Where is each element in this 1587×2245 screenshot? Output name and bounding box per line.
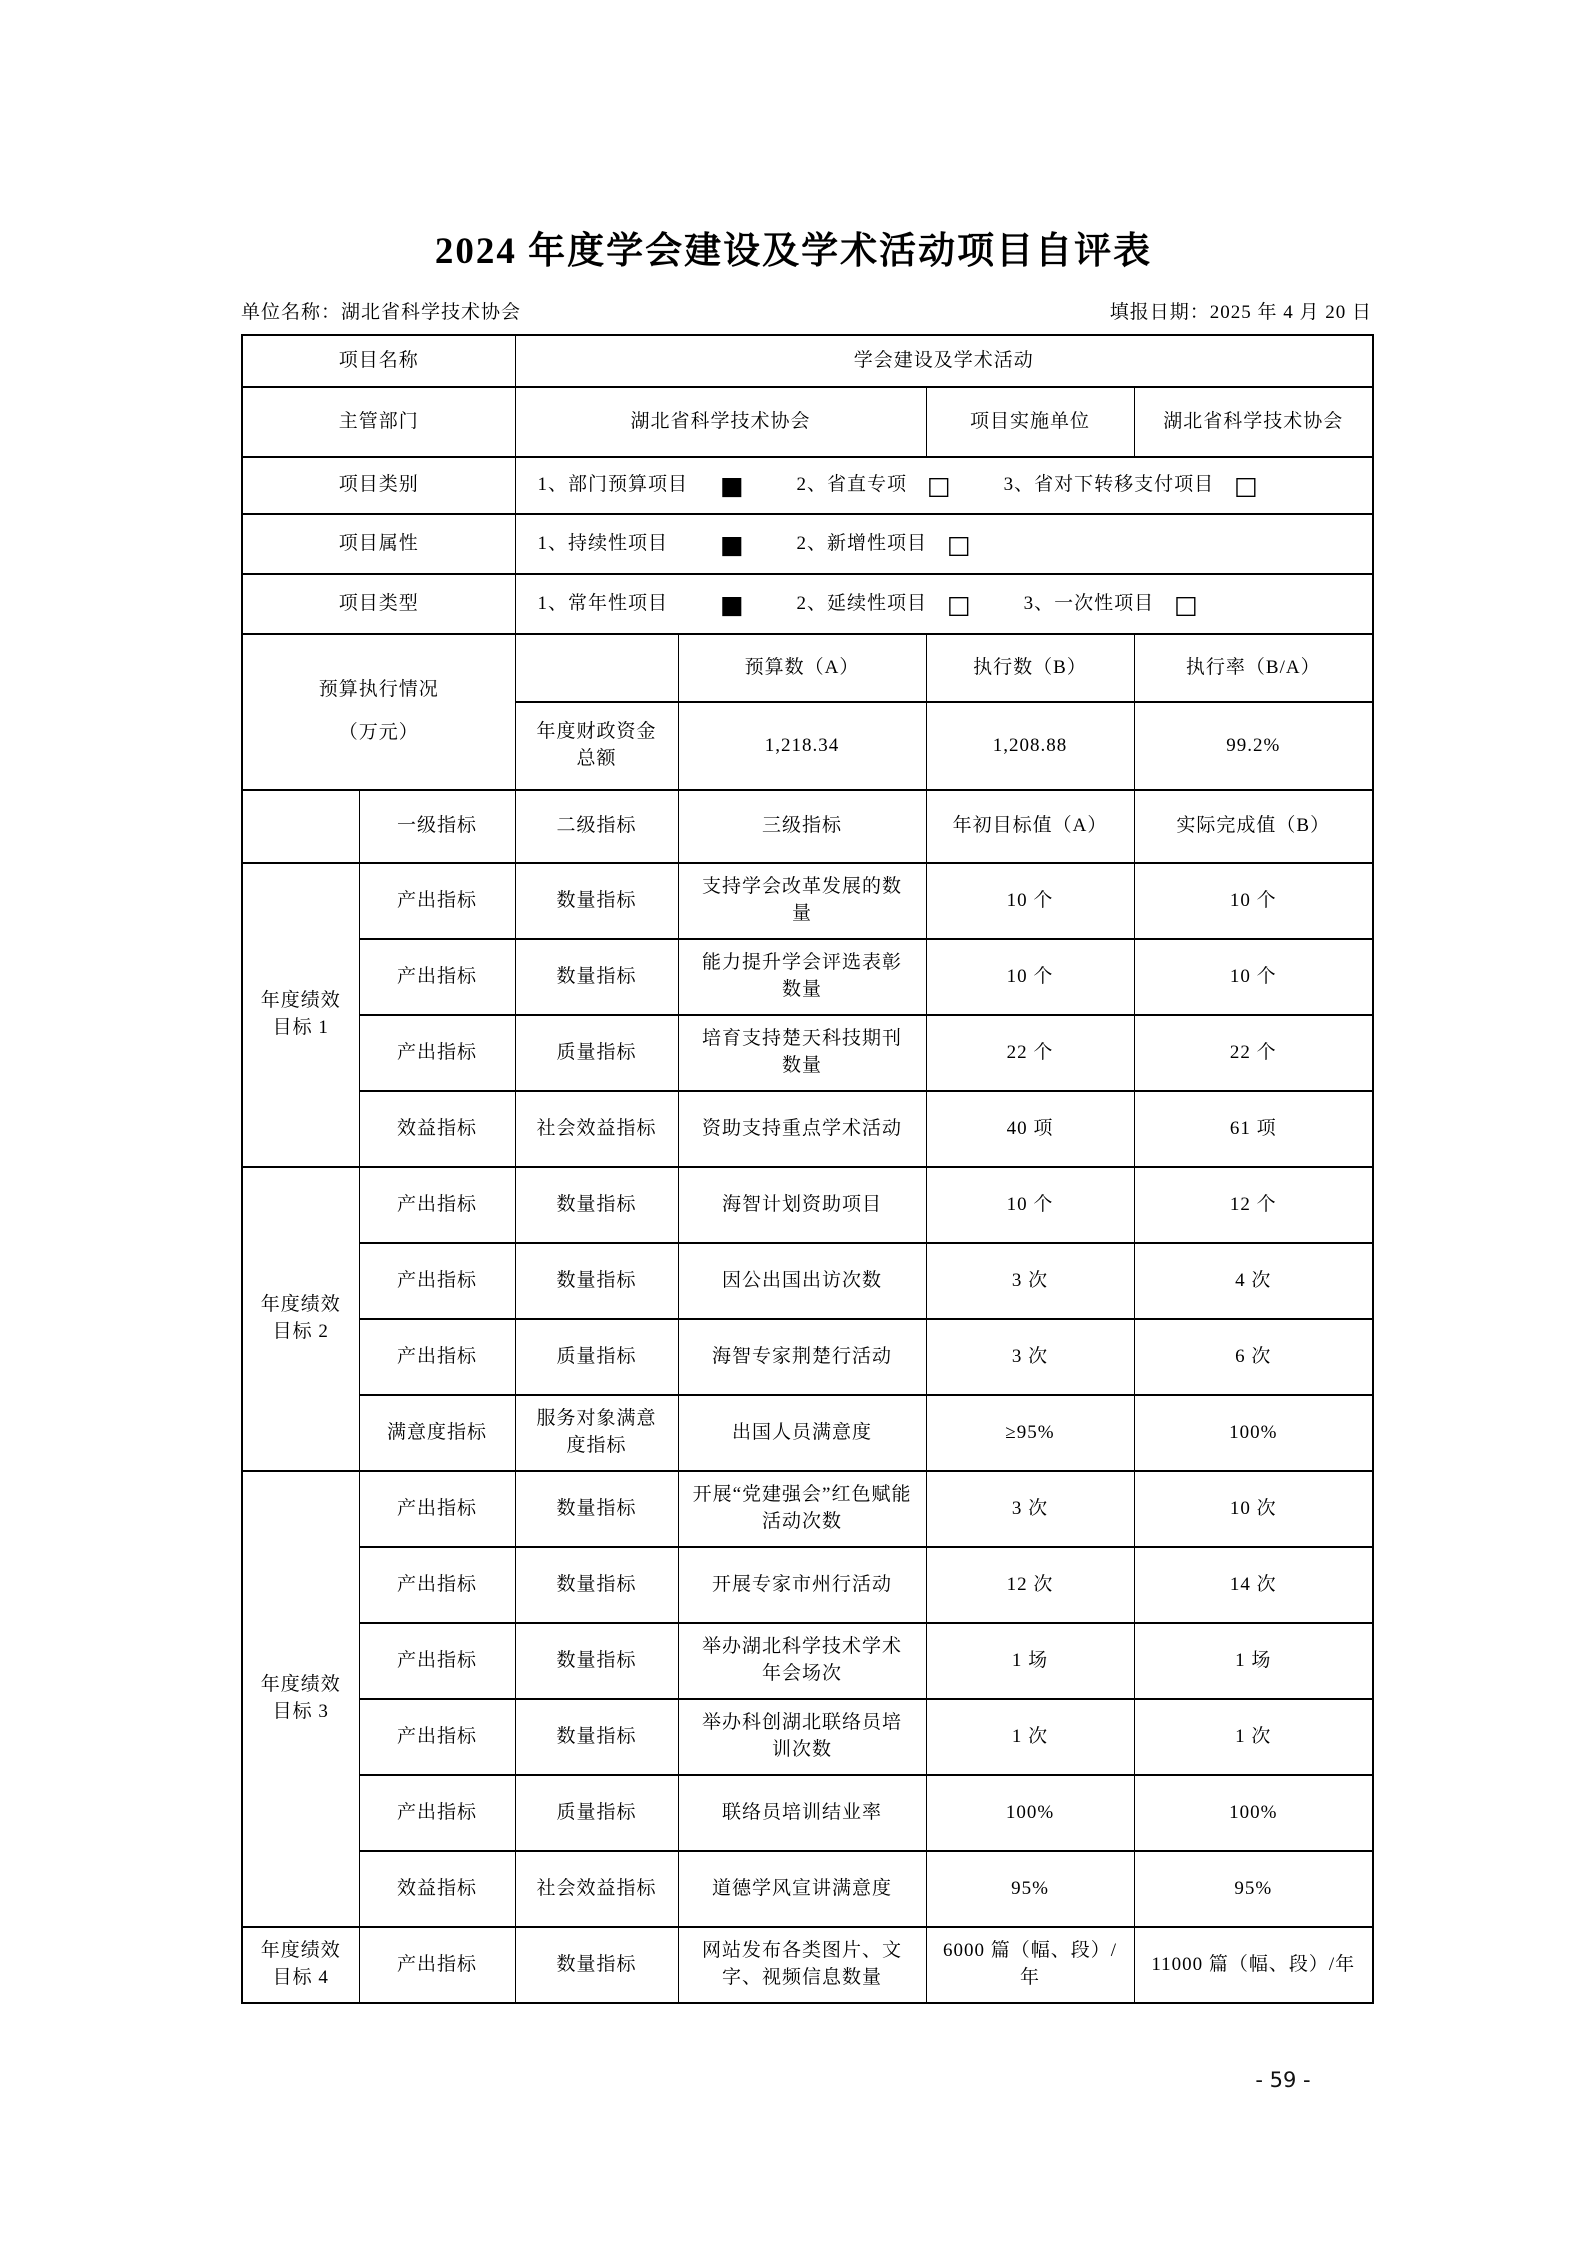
level2-cell: 服务对象满意度指标 [515, 1395, 678, 1471]
checkbox-unchecked-icon: □ [927, 471, 952, 501]
option [797, 472, 952, 499]
department-row [242, 387, 1373, 457]
level2-cell: 数量指标 [515, 1167, 678, 1243]
checkbox-unchecked-icon: □ [947, 589, 972, 619]
target-cell: 22 个 [926, 1015, 1134, 1091]
info-section [242, 335, 1373, 863]
target-cell: 12 次 [926, 1547, 1134, 1623]
report-date-label: 填报日期：2025 年 4 月 20 日 [1109, 302, 1372, 323]
level2-cell: 质量指标 [515, 1015, 678, 1091]
actual-cell: 100% [1134, 1395, 1373, 1471]
empty-cell [515, 634, 678, 702]
indicator-row [242, 863, 1373, 939]
level3-cell: 举办湖北科学技术学术年会场次 [678, 1623, 926, 1699]
target-cell: 40 项 [926, 1091, 1134, 1167]
option [1024, 591, 1199, 618]
indicator-row [242, 1167, 1373, 1243]
budget-col-a-header: 预算数（A） [678, 634, 926, 702]
project-name-value: 学会建设及学术活动 [515, 335, 1373, 387]
meta-row [241, 297, 1372, 324]
level2-cell: 数量指标 [515, 1927, 678, 2003]
actual-cell: 95% [1134, 1851, 1373, 1927]
level3-cell: 因公出国出访次数 [678, 1243, 926, 1319]
actual-cell: 10 次 [1134, 1471, 1373, 1547]
option [797, 591, 972, 618]
budget-col-rate-header: 执行率（B/A） [1134, 634, 1373, 702]
actual-cell: 4 次 [1134, 1243, 1373, 1319]
option [538, 531, 745, 558]
level3-cell: 联络员培训结业率 [678, 1775, 926, 1851]
actual-cell: 10 个 [1134, 863, 1373, 939]
group-label: 年度绩效目标 4 [260, 1940, 341, 1988]
target-cell: 10 个 [926, 939, 1134, 1015]
option-label: 3、省对下转移支付项目 [1003, 474, 1215, 496]
level3-cell: 举办科创湖北联络员培训次数 [678, 1699, 926, 1775]
actual-header: 实际完成值（B） [1134, 790, 1373, 863]
implementing-unit-value: 湖北省科学技术协会 [1134, 387, 1373, 457]
target-cell: ≥95% [926, 1395, 1134, 1471]
level2-cell: 数量指标 [515, 1471, 678, 1547]
indicator-row [242, 939, 1373, 1015]
budget-section-label [242, 634, 515, 790]
group-label-cell [242, 863, 359, 1167]
indicator-row [242, 1699, 1373, 1775]
option-label: 2、新增性项目 [796, 532, 928, 554]
target-cell: 6000 篇（幅、段）/年 [926, 1927, 1134, 2003]
level2-cell: 数量指标 [515, 1243, 678, 1319]
level2-cell: 质量指标 [515, 1319, 678, 1395]
target-header: 年初目标值（A） [926, 790, 1134, 863]
level3-cell: 道德学风宣讲满意度 [678, 1851, 926, 1927]
actual-cell: 1 场 [1134, 1623, 1373, 1699]
actual-cell: 12 个 [1134, 1167, 1373, 1243]
page-number: - 59 - [1255, 2068, 1311, 2092]
project-name-label: 项目名称 [242, 335, 515, 387]
target-cell: 1 次 [926, 1699, 1134, 1775]
actual-cell: 14 次 [1134, 1547, 1373, 1623]
actual-cell: 22 个 [1134, 1015, 1373, 1091]
level2-cell: 数量指标 [515, 1623, 678, 1699]
actual-cell: 61 项 [1134, 1091, 1373, 1167]
indicator-row [242, 1927, 1373, 2003]
project-category-row [242, 457, 1373, 514]
checkbox-unchecked-icon: □ [1174, 589, 1199, 619]
level2-cell: 社会效益指标 [515, 1091, 678, 1167]
checkbox-checked-icon: ■ [719, 589, 745, 619]
level1-cell: 产出指标 [359, 1699, 515, 1775]
indicator-row [242, 1395, 1373, 1471]
budget-rate: 99.2% [1134, 702, 1373, 790]
option-label: 2、延续性项目 [796, 592, 928, 614]
level2-header: 二级指标 [515, 790, 678, 863]
project-name-row [242, 335, 1373, 387]
option [1004, 472, 1259, 499]
project-type-row [242, 574, 1373, 634]
checkbox-unchecked-icon: □ [1234, 471, 1259, 501]
target-cell: 3 次 [926, 1243, 1134, 1319]
indicator-body [242, 863, 1373, 2003]
level1-cell: 产出指标 [359, 939, 515, 1015]
department-value: 湖北省科学技术协会 [515, 387, 926, 457]
level2-cell: 数量指标 [515, 863, 678, 939]
level3-cell: 资助支持重点学术活动 [678, 1091, 926, 1167]
option [797, 531, 972, 558]
project-type-label: 项目类型 [242, 574, 515, 634]
project-category-label: 项目类别 [242, 457, 515, 514]
category-options-cell [515, 457, 1373, 514]
level1-cell: 产出指标 [359, 1015, 515, 1091]
option-label: 1、部门预算项目 [537, 474, 689, 496]
actual-cell: 100% [1134, 1775, 1373, 1851]
attribute-options-cell [515, 514, 1373, 574]
level1-cell: 效益指标 [359, 1851, 515, 1927]
actual-cell: 11000 篇（幅、段）/年 [1134, 1927, 1373, 2003]
level1-cell: 产出指标 [359, 1547, 515, 1623]
level3-cell: 培育支持楚天科技期刊数量 [678, 1015, 926, 1091]
target-cell: 10 个 [926, 1167, 1134, 1243]
indicator-row [242, 1851, 1373, 1927]
level1-cell: 效益指标 [359, 1091, 515, 1167]
level1-cell: 产出指标 [359, 1243, 515, 1319]
actual-cell: 6 次 [1134, 1319, 1373, 1395]
target-cell: 10 个 [926, 863, 1134, 939]
level2-cell: 质量指标 [515, 1775, 678, 1851]
group-label: 年度绩效目标 2 [260, 1294, 341, 1342]
indicator-row [242, 1547, 1373, 1623]
level1-cell: 产出指标 [359, 1927, 515, 2003]
group-label: 年度绩效目标 3 [260, 1674, 341, 1722]
level3-cell: 出国人员满意度 [678, 1395, 926, 1471]
budget-amount-a: 1,218.34 [678, 702, 926, 790]
indicator-row [242, 1015, 1373, 1091]
level3-cell: 开展专家市州行活动 [678, 1547, 926, 1623]
checkbox-checked-icon: ■ [719, 471, 745, 501]
level3-cell: 能力提升学会评选表彰数量 [678, 939, 926, 1015]
budget-label-line2: （万元） [338, 722, 419, 743]
actual-cell: 10 个 [1134, 939, 1373, 1015]
actual-cell: 1 次 [1134, 1699, 1373, 1775]
level3-cell: 开展“党建强会”红色赋能活动次数 [678, 1471, 926, 1547]
option-label: 2、省直专项 [796, 474, 908, 496]
implementing-unit-label: 项目实施单位 [926, 387, 1134, 457]
group-label-cell [242, 1471, 359, 1927]
level1-header: 一级指标 [359, 790, 515, 863]
option [538, 591, 745, 618]
level2-cell: 数量指标 [515, 1547, 678, 1623]
empty-cell [242, 790, 359, 863]
level3-cell: 海智计划资助项目 [678, 1167, 926, 1243]
indicator-row [242, 1319, 1373, 1395]
target-cell: 3 次 [926, 1319, 1134, 1395]
level1-cell: 产出指标 [359, 1471, 515, 1547]
unit-name-label: 单位名称：湖北省科学技术协会 [241, 302, 522, 323]
group-label-cell [242, 1927, 359, 2003]
level1-cell: 产出指标 [359, 1319, 515, 1395]
budget-col-b-header: 执行数（B） [926, 634, 1134, 702]
level1-cell: 产出指标 [359, 1623, 515, 1699]
level1-cell: 满意度指标 [359, 1395, 515, 1471]
indicator-row [242, 1775, 1373, 1851]
budget-header-row [242, 634, 1373, 702]
level2-cell: 社会效益指标 [515, 1851, 678, 1927]
group-label-cell [242, 1167, 359, 1471]
project-attribute-row [242, 514, 1373, 574]
option [538, 472, 745, 499]
checkbox-unchecked-icon: □ [947, 529, 972, 559]
budget-label-line1: 预算执行情况 [318, 679, 439, 701]
project-attribute-label: 项目属性 [242, 514, 515, 574]
page-title: 2024 年度学会建设及学术活动项目自评表 [434, 231, 1153, 272]
option-label: 1、持续性项目 [537, 532, 669, 554]
type-options-cell [515, 574, 1373, 634]
indicator-row [242, 1471, 1373, 1547]
target-cell: 1 场 [926, 1623, 1134, 1699]
indicator-header-row [242, 790, 1373, 863]
level1-cell: 产出指标 [359, 1167, 515, 1243]
indicator-row [242, 1623, 1373, 1699]
self-evaluation-table [241, 334, 1374, 2004]
target-cell: 100% [926, 1775, 1134, 1851]
level3-header: 三级指标 [678, 790, 926, 863]
level2-cell: 数量指标 [515, 939, 678, 1015]
level3-cell: 支持学会改革发展的数量 [678, 863, 926, 939]
level1-cell: 产出指标 [359, 1775, 515, 1851]
indicator-row [242, 1243, 1373, 1319]
budget-row-label: 年度财政资金总额 [515, 702, 678, 790]
group-label: 年度绩效目标 1 [260, 990, 341, 1038]
target-cell: 3 次 [926, 1471, 1134, 1547]
target-cell: 95% [926, 1851, 1134, 1927]
level3-cell: 网站发布各类图片、文字、视频信息数量 [678, 1927, 926, 2003]
option-label: 3、一次性项目 [1023, 592, 1155, 614]
department-label: 主管部门 [242, 387, 515, 457]
option-label: 1、常年性项目 [537, 592, 669, 614]
level3-cell: 海智专家荆楚行活动 [678, 1319, 926, 1395]
checkbox-checked-icon: ■ [719, 529, 745, 559]
indicator-row [242, 1091, 1373, 1167]
budget-amount-b: 1,208.88 [926, 702, 1134, 790]
level1-cell: 产出指标 [359, 863, 515, 939]
level2-cell: 数量指标 [515, 1699, 678, 1775]
